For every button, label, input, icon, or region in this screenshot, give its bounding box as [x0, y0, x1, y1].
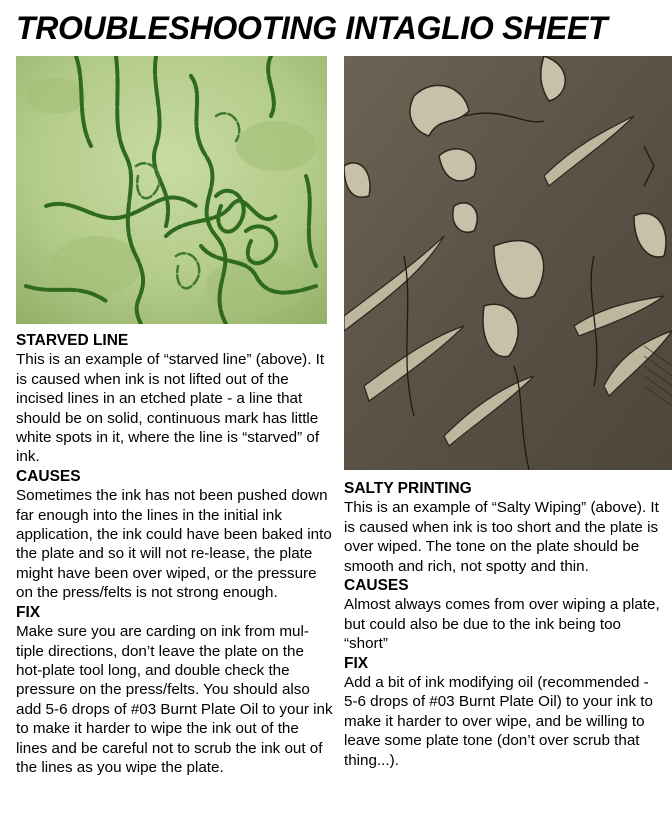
starved-line-fix-heading: FIX: [16, 603, 41, 621]
salty-printing-causes-heading: CAUSES: [344, 577, 409, 595]
salty-printing-fix: Add a bit of ink modifying oil (recommended - 5-6 drops of #03 Burnt Plate Oil) to your ink to make it harder to over wipe, and be willing to leave some plate tone (don’t over scrub that thing...).: [344, 674, 653, 769]
starved-line-example-image: [16, 56, 327, 324]
starved-line-causes-heading: CAUSES: [16, 467, 81, 485]
page-title: TROUBLESHOOTING INTAGLIO SHEET: [16, 10, 608, 46]
salty-printing-section: [344, 479, 664, 770]
starved-line-description: This is an example of “starved line” (above). It is caused when ink is not lifted out of the incised lines in an etched plate - a line that should be on solid, continuous mark has little white spots in it, where the line is “starved” of ink.: [16, 351, 325, 466]
starved-line-causes: Sometimes the ink has not been pushed down far enough into the lines in the initial ink application, the ink could have been baked into the plate and so it will not re-lease, the plate might have been over wiped, or the pressure on the press/felts is not strong enough.: [16, 487, 332, 602]
salty-printing-heading: SALTY PRINTING: [344, 480, 472, 497]
salty-printing-example-image: [344, 56, 672, 470]
starved-line-section: [16, 331, 334, 777]
starved-line-heading: STARVED LINE: [16, 332, 129, 349]
salty-printing-fix-heading: FIX: [344, 654, 369, 672]
salty-printing-causes: Almost always comes from over wiping a plate, but could also be due to the ink being too “short”: [344, 596, 660, 653]
starved-line-fix: Make sure you are carding on ink from mul-tiple directions, don’t leave the plate on the hot-plate tool long, and double check the pressure on the press/felts. You should also add 5-6 drops of #03 Burnt Plate Oil to your ink to make it harder to wipe the ink out of the lines and be careful not to scrub the ink out of the lines as you wipe the plate.: [16, 623, 333, 776]
salty-printing-description: This is an example of “Salty Wiping” (above). It is caused when ink is too short and the plate is over wiped. The tone on the plate should be smooth and rich, not spotty and thin.: [344, 499, 659, 575]
